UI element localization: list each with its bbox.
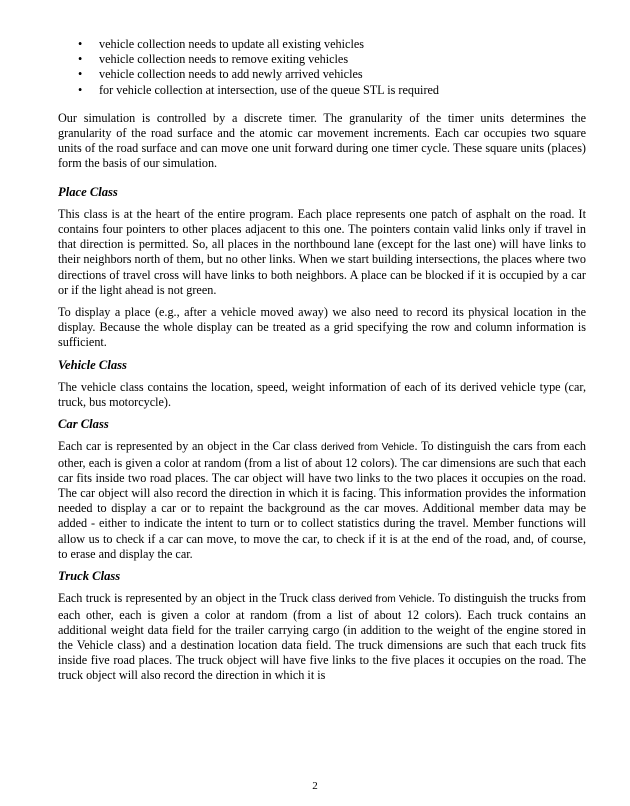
derived-from-text: derived from Vehicle <box>338 594 432 606</box>
place-class-paragraph-2: To display a place (e.g., after a vehicle moved away) we also need to record its physical location in the display. Because the whole display can be treated as a grid specifying the row and column information is sufficient. <box>58 305 586 350</box>
bullet-icon: • <box>78 67 83 82</box>
requirements-list <box>78 37 586 98</box>
list-item: • vehicle collection needs to add newly arrived vehicles <box>78 67 363 82</box>
list-item: • vehicle collection needs to update all existing vehicles <box>78 37 364 51</box>
car-class-paragraph: Each car is represented by an object in the Car class derived from Vehicle. To distinguish the cars from each other, each is given a color at random (from a list of about 12 colors). The car dimensions are such that each car fits inside two road places. The car object will have two links to the two places it occupies on the road. The car object will also record the direction in which it is facing. This information provides the information needed to display a car or to repaint the background as the car moves. Additional member data may be added - either to indicate the intent to turn or to collect statistics during the travel. Member functions will allow us to check if a car can move, to move the car, to check if it is at the end of the road, and, of course, to erase and display the car. <box>58 439 586 561</box>
car-class-heading: Car Class <box>58 417 109 432</box>
vehicle-class-paragraph: The vehicle class contains the location, speed, weight information of each of its derived vehicle type (car, truck, bus motorcycle). <box>58 379 586 410</box>
document-page <box>58 37 586 684</box>
bullet-icon: • <box>78 37 83 51</box>
place-class-heading: Place Class <box>58 184 118 199</box>
intro-paragraph: Our simulation is controlled by a discrete timer. The granularity of the timer units determines the granularity of the road surface and the atomic car movement increments. Each car occupies two square units of the road surface and can move one unit forward during one timer cycle. These square units (places) form the basis of our simulation. <box>58 110 586 171</box>
place-class-paragraph-1: This class is at the heart of the entire program. Each place represents one patch of asphalt on the road. It contains four pointers to other places adjacent to this one. The pointers contain valid links only if travel in that direction is permitted. So, all places in the northbound lane (except for the last one) will have links to their neighbors north of them, but no other links. When we start building intersections, the places where two directions of travel cross will have links to both neighbors. A place can be blocked if it is occupied by a car or if the light ahead is not green. <box>58 206 586 297</box>
vehicle-class-heading: Vehicle Class <box>58 357 127 372</box>
page-number: 2 <box>312 780 318 792</box>
bullet-icon: • <box>78 52 83 67</box>
list-item: • for vehicle collection at intersection, use of the queue STL is required <box>78 82 439 97</box>
truck-class-paragraph: Each truck is represented by an object in the Truck class derived from Vehicle. To distinguish the trucks from each other, each is given a color at random (from a list of about 12 colors). Each truck contains an additional weight data field for the trailer carrying cargo (in addition to the weight of the engine stored in the Vehicle class) and a destination location data field. The truck dimensions are such that each truck fits inside five road places. The truck object will have five links to the five places it occupies on the road. The truck object will also record the direction in which it is <box>58 591 586 683</box>
bullet-icon: • <box>78 82 83 97</box>
derived-from-text: derived from Vehicle <box>320 442 415 454</box>
list-item: • vehicle collection needs to remove exiting vehicles <box>78 52 349 67</box>
truck-class-heading: Truck Class <box>58 569 121 584</box>
